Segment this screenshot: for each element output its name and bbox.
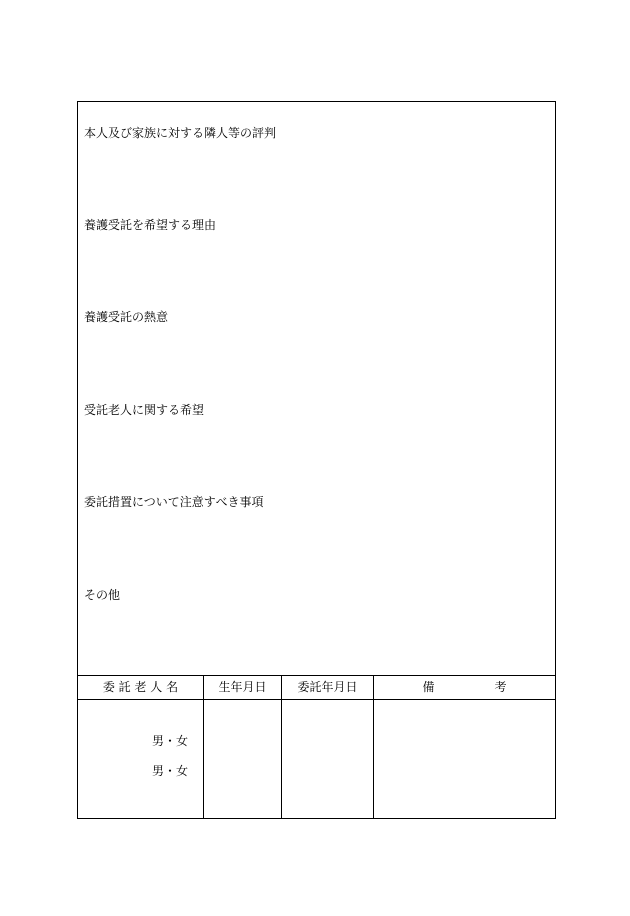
header-birth-date: 生年月日 — [218, 680, 267, 694]
section-label-neighbor-reputation: 本人及び家族に対する隣人等の評判 — [84, 126, 277, 140]
section-label-caution: 委託措置について注意すべき事項 — [84, 495, 264, 509]
section-label-enthusiasm: 養護受託の熱意 — [84, 310, 169, 324]
sex-choice-row-2: 男・女 — [152, 764, 189, 778]
header-remarks: 備 考 — [422, 680, 507, 694]
section-label-other: その他 — [84, 588, 121, 602]
form-frame — [77, 101, 556, 819]
table-header-divider — [78, 699, 555, 700]
section-label-preference: 受託老人に関する希望 — [84, 403, 205, 417]
section-label-reason: 養護受託を希望する理由 — [84, 218, 217, 232]
sex-choice-row-1: 男・女 — [152, 734, 189, 748]
header-entrust-date: 委託年月日 — [297, 680, 358, 694]
header-entrusted-elder-name: 委 託 老 人 名 — [102, 680, 179, 694]
